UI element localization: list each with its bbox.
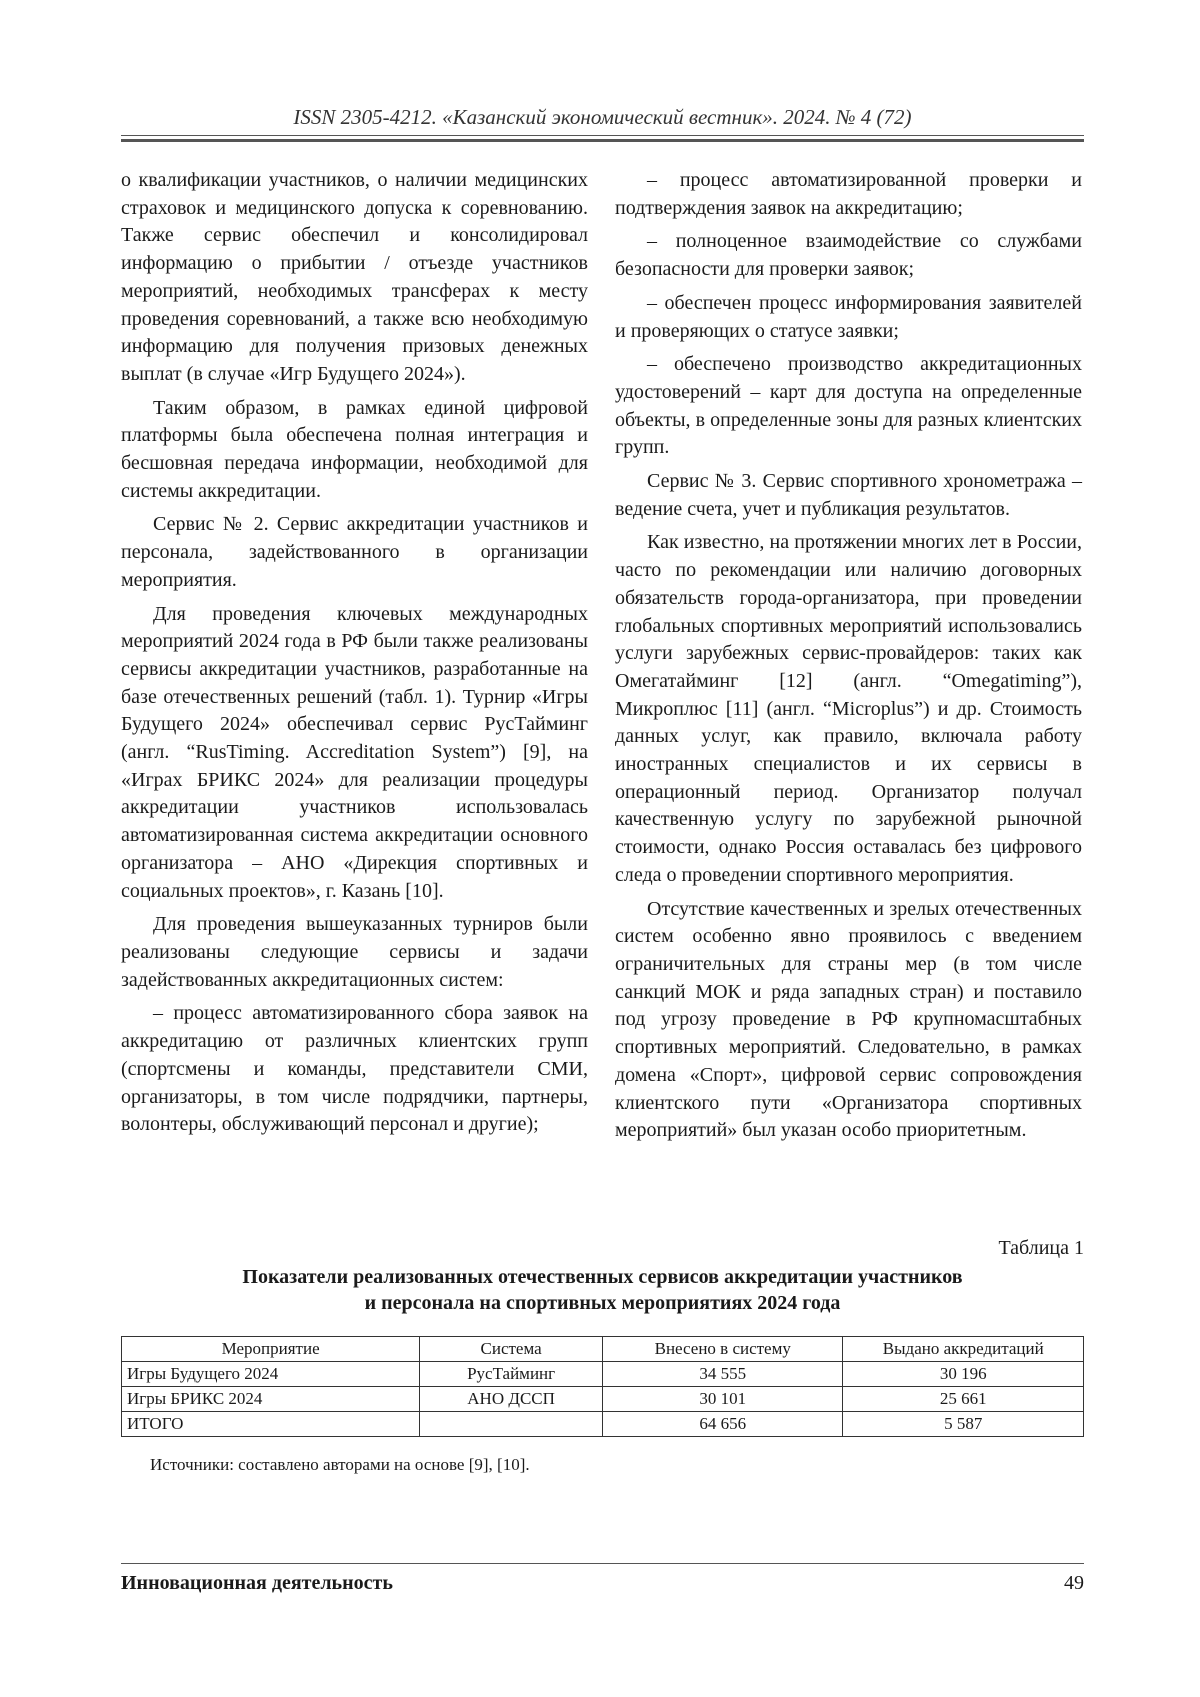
paragraph: – обеспечено производство аккредитационных удостоверений – карт для доступа на определенные объекты, в определенные зоны для разных клиентских групп. xyxy=(615,353,1082,459)
column-header: Мероприятие xyxy=(122,1337,420,1362)
page-number: 49 xyxy=(1064,1572,1084,1594)
table-cell xyxy=(420,1412,603,1437)
paragraph: – процесс автоматизированного сбора заявок на аккредитацию от различных клиентских групп (спортсмены и команды, представители СМИ, организаторы, в том числе подрядчики, партнеры, волонтеры, обслуживающий персонал и другие); xyxy=(121,1002,588,1136)
right-column xyxy=(615,167,1082,1151)
paragraph: о квалификации участников, о наличии медицинских страховок и медицинского допуска к соревнованию. Также сервис обеспечил и консолидировал информацию о прибытии / отъезде участников мероприятий, необходимых трансферах к месту проведения соревнований, а также всю необходимую информацию для получения призовых денежных выплат (в случае «Игр Будущего 2024»). xyxy=(121,169,588,385)
table-caption: Таблица 1 xyxy=(998,1237,1084,1259)
table-cell: 5 587 xyxy=(843,1412,1084,1437)
paragraph: Отсутствие качественных и зрелых отечественных систем особенно явно проявилось с введением ограничительных для страны мер (в том числе санкций МОК и ряда западных стран) и поставило под угрозу проведение в РФ крупномасштабных спортивных мероприятий. Следовательно, в рамках домена «Спорт», цифровой сервис сопровождения клиентского пути «Организатора спортивных мероприятий» был указан особо приоритетным. xyxy=(615,897,1082,1142)
left-column xyxy=(121,167,588,1145)
paragraph: – обеспечен процесс информирования заявителей и проверяющих о статусе заявки; xyxy=(615,291,1082,342)
paragraph: – процесс автоматизированной проверки и подтверждения заявок на аккредитацию; xyxy=(615,169,1082,219)
table-title xyxy=(121,1264,1084,1316)
footer-rule xyxy=(121,1563,1084,1564)
header-rule-thick xyxy=(121,139,1084,142)
table-source-note: Источники: составлено авторами на основе [9], [10]. xyxy=(150,1455,530,1474)
paragraph: Таким образом, в рамках единой цифровой платформы была обеспечена полная интеграция и бесшовная передача информации, необходимой для системы аккредитации. xyxy=(121,396,588,502)
table-cell: Игры БРИКС 2024 xyxy=(122,1387,420,1412)
table-cell: 30 101 xyxy=(602,1387,843,1412)
table-cell: АНО ДССП xyxy=(420,1387,603,1412)
paragraph: Сервис № 2. Сервис аккредитации участников и персонала, задействованного в организации мероприятия. xyxy=(121,513,588,591)
table-title-line: и персонала на спортивных мероприятиях 2024 года xyxy=(364,1292,841,1314)
column-header: Выдано аккредитаций xyxy=(843,1337,1084,1362)
column-header: Внесено в систему xyxy=(602,1337,843,1362)
accreditation-table xyxy=(121,1336,1084,1437)
table-cell: 25 661 xyxy=(843,1387,1084,1412)
journal-header: ISSN 2305-4212. «Казанский экономический вестник». 2024. № 4 (72) xyxy=(293,105,912,129)
table-cell: Игры Будущего 2024 xyxy=(122,1362,420,1387)
table-row xyxy=(122,1362,1084,1387)
table-cell: РусТайминг xyxy=(420,1362,603,1387)
table-row xyxy=(122,1412,1084,1437)
table-row xyxy=(122,1387,1084,1412)
table-title-line: Показатели реализованных отечественных сервисов аккредитации участников xyxy=(242,1266,963,1288)
paragraph: – полноценное взаимодействие со службами безопасности для проверки заявок; xyxy=(615,230,1082,281)
table-cell: 34 555 xyxy=(602,1362,843,1387)
table-cell: ИТОГО xyxy=(122,1412,420,1437)
paragraph: Сервис № 3. Сервис спортивного хронометража – ведение счета, учет и публикация результатов. xyxy=(615,470,1082,520)
column-header: Система xyxy=(420,1337,603,1362)
paragraph: Как известно, на протяжении многих лет в России, часто по рекомендации или наличию договорных обязательств города-организатора, при проведении глобальных спортивных мероприятий использовались услуги зарубежных сервис-провайдеров: таких как Омегатайминг [12] (англ. “Omegatiming”), Микроплюс [11] (англ. “Microplus”) и др. Стоимость данных услуг, как правило, включала работу иностранных специалистов и их сервисы в операционный период. Организатор получал качественную услугу по зарубежной рыночной стоимости, однако Россия оставалась без цифрового следа о проведении спортивного мероприятия. xyxy=(615,531,1082,886)
table-cell: 30 196 xyxy=(843,1362,1084,1387)
table-header-row xyxy=(122,1337,1084,1362)
table-cell: 64 656 xyxy=(602,1412,843,1437)
paragraph: Для проведения ключевых международных мероприятий 2024 года в РФ были также реализованы сервисы аккредитации участников, разработанные на базе отечественных решений (табл. 1). Турнир «Игры Будущего 2024» обеспечивал сервис РусТайминг (англ. “RusTiming. Accreditation System”) [9], на «Играх БРИКС 2024» для реализации процедуры аккредитации участников использовалась автоматизированная система аккредитации основного организатора – АНО «Дирекция спортивных и социальных проектов», г. Казань [10]. xyxy=(121,602,588,902)
paragraph: Для проведения вышеуказанных турниров были реализованы следующие сервисы и задачи задействованных аккредитационных систем: xyxy=(121,913,588,991)
header-rule-thin xyxy=(121,135,1084,136)
footer-section-title: Инновационная деятельность xyxy=(121,1572,393,1594)
